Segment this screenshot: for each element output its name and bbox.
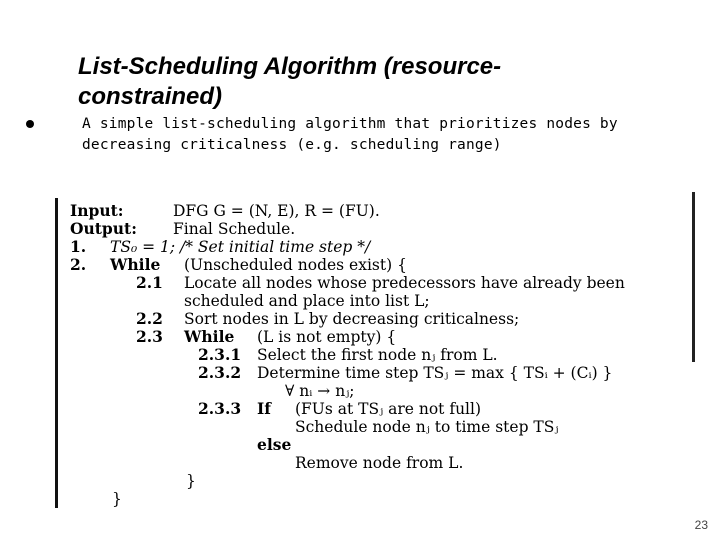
step-text: Remove node from L. — [295, 454, 464, 472]
step-number: 2.3 — [136, 327, 163, 346]
step-text: (L is not empty) { — [257, 328, 397, 346]
bullet-text: A simple list-scheduling algorithm that prioritizes nodes by decreasing criticalness (e.g. scheduling range) — [82, 116, 618, 153]
step-text: Locate all nodes whose predecessors have already been — [184, 274, 625, 292]
page-number: 23 — [694, 518, 708, 532]
step-text: (Unscheduled nodes exist) { — [184, 256, 407, 274]
step-number: 2.3.1 — [198, 345, 242, 364]
step-number: 2.1 — [136, 273, 163, 292]
closing-brace: } — [112, 490, 122, 508]
step-text: ∀ nᵢ → nⱼ; — [285, 382, 355, 400]
output-value: Final Schedule. — [173, 220, 296, 238]
figure-left-border — [55, 198, 58, 508]
bullet-dot-icon — [26, 120, 34, 128]
algorithm-figure — [55, 192, 695, 512]
step-number: 2.3.2 — [198, 363, 242, 382]
step-number: 2. — [70, 255, 87, 274]
step-text: TS₀ = 1; /* Set initial time step */ — [110, 238, 371, 256]
step-number: 2.3.3 — [198, 399, 242, 418]
input-value: DFG G = (N, E), R = (FU). — [173, 202, 380, 220]
input-label: Input: — [70, 201, 124, 220]
step-text: Schedule node nⱼ to time step TSⱼ — [295, 418, 559, 436]
step-text: (FUs at TSⱼ are not full) — [295, 400, 482, 418]
slide-title: List-Scheduling Algorithm (resource-constrained) — [78, 53, 502, 110]
step-text: scheduled and place into list L; — [184, 292, 430, 310]
figure-right-border — [692, 192, 695, 362]
step-number: 2.2 — [136, 309, 163, 328]
step-text: Select the first node nⱼ from L. — [257, 346, 498, 364]
closing-brace: } — [186, 472, 196, 490]
step-keyword: If — [257, 399, 271, 418]
step-number: 1. — [70, 237, 87, 256]
step-text: Sort nodes in L by decreasing criticalness; — [184, 310, 520, 328]
step-keyword: else — [257, 435, 292, 454]
step-keyword: While — [110, 255, 161, 274]
step-text: Determine time step TSⱼ = max { TSᵢ + (Cᵢ) } — [257, 364, 613, 382]
output-label: Output: — [70, 219, 137, 238]
step-keyword: While — [184, 327, 235, 346]
